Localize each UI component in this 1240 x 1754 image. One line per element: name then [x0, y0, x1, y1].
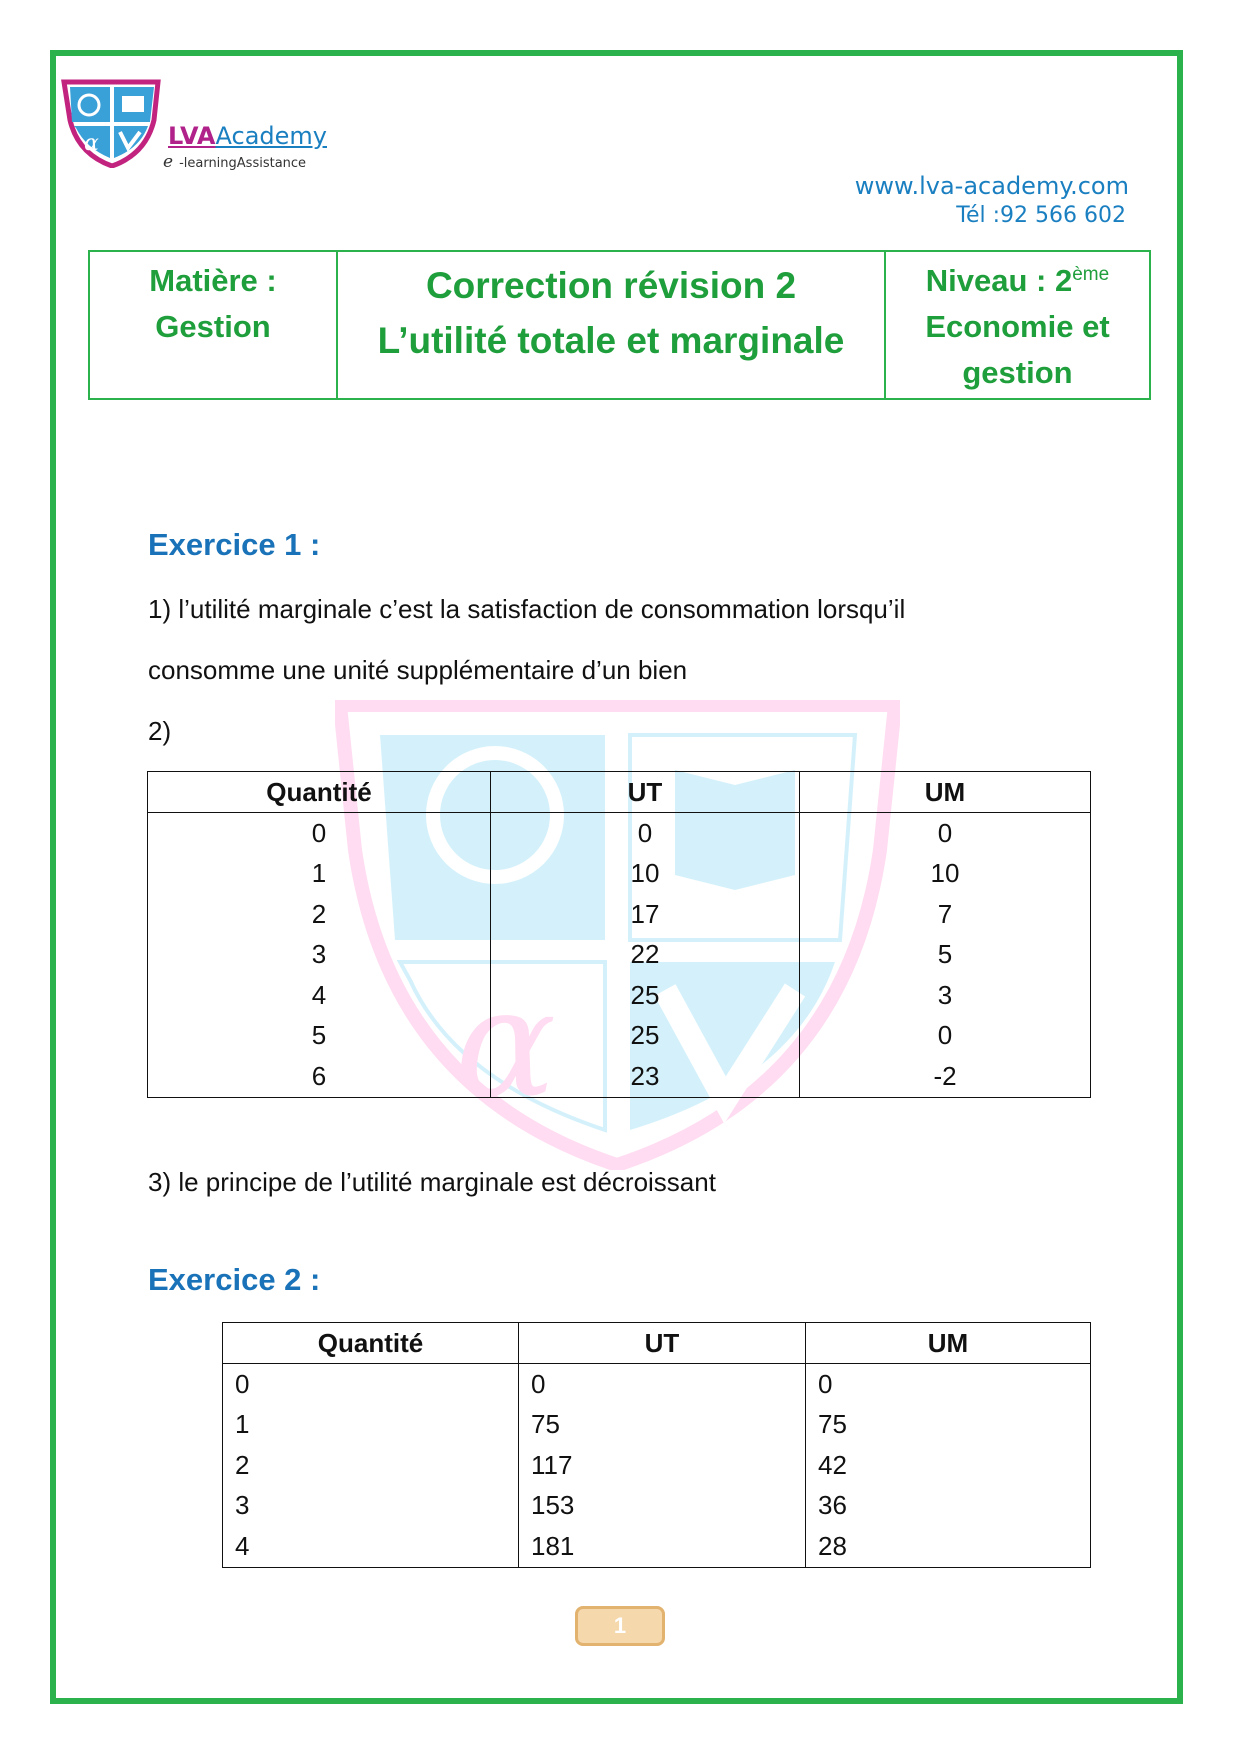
cell-quantity: 3 — [235, 1490, 250, 1521]
cell-ut: 25 — [491, 975, 800, 1016]
title-box — [88, 250, 1151, 400]
lva-shield-logo-icon — [58, 78, 166, 168]
cell-um: 75 — [806, 1405, 1091, 1446]
exercise-1-heading: Exercice 1 : — [148, 527, 321, 562]
subject-cell — [90, 252, 338, 398]
level-line-2: Economie et — [925, 309, 1110, 344]
tagline-e: e — [163, 152, 174, 172]
subject-value: Gestion — [155, 309, 271, 344]
brand-tagline — [163, 152, 306, 172]
table-row — [223, 1445, 1091, 1486]
cell-quantity: 5 — [311, 1020, 327, 1051]
cell-um: 42 — [806, 1445, 1091, 1486]
table-header-row — [223, 1323, 1091, 1364]
cell-ut: 117 — [519, 1445, 806, 1486]
cell-quantity: 0 — [235, 1368, 250, 1399]
column-header-ut: UT — [519, 1323, 806, 1364]
title-line-2: L’utilité totale et marginale — [377, 320, 845, 361]
svg-text:α: α — [84, 131, 99, 156]
cell-um: 0 — [806, 1364, 1091, 1405]
level-sup: ème — [1072, 264, 1110, 285]
cell-um: 0 — [800, 1016, 1091, 1057]
cell-quantity: 6 — [311, 1060, 327, 1091]
exercise-1-q1-line-1: 1) l’utilité marginale c’est la satisfaction de consommation lorsqu’il — [148, 594, 906, 624]
exercise-2-table — [222, 1322, 1091, 1568]
level-label — [886, 258, 1149, 304]
column-header-um: UM — [800, 772, 1091, 813]
cell-quantity: 1 — [311, 858, 327, 889]
cell-quantity: 0 — [311, 817, 327, 848]
table-row — [223, 1486, 1091, 1527]
exercise-1-q1-line-2: consomme une unité supplémentaire d’un bien — [148, 655, 688, 685]
phone-number: Tél :92 566 602 — [956, 203, 1126, 228]
cell-quantity: 4 — [311, 979, 327, 1010]
cell-um: -2 — [800, 1056, 1091, 1097]
table-row — [148, 1056, 1091, 1097]
table-row — [148, 813, 1091, 854]
cell-um: 0 — [800, 813, 1091, 854]
cell-ut: 25 — [491, 1016, 800, 1057]
column-header-um: UM — [806, 1323, 1091, 1364]
table-row — [223, 1526, 1091, 1567]
table-row — [223, 1364, 1091, 1405]
column-header-ut: UT — [491, 772, 800, 813]
table-row — [223, 1405, 1091, 1446]
website-link[interactable]: www.lva-academy.com — [854, 172, 1129, 200]
cell-um: 7 — [800, 894, 1091, 935]
exercise-1-q2: 2) — [148, 716, 172, 746]
table-row — [148, 975, 1091, 1016]
subject-label: Matière : — [149, 263, 277, 298]
exercise-2-heading: Exercice 2 : — [148, 1262, 321, 1297]
table-row — [148, 935, 1091, 976]
cell-ut: 10 — [491, 854, 800, 895]
cell-quantity: 2 — [235, 1449, 250, 1480]
title-cell — [338, 252, 886, 398]
cell-quantity: 2 — [311, 898, 327, 929]
cell-um: 3 — [800, 975, 1091, 1016]
table-row — [148, 1016, 1091, 1057]
level-line-3: gestion — [962, 355, 1073, 390]
svg-text:α: α — [455, 957, 557, 1131]
page-number: 1 — [575, 1606, 665, 1646]
tagline-text: -learningAssistance — [179, 156, 307, 171]
cell-um: 10 — [800, 854, 1091, 895]
cell-quantity: 1 — [235, 1409, 250, 1440]
cell-ut: 181 — [519, 1526, 806, 1567]
cell-quantity: 3 — [311, 939, 327, 970]
exercise-1-table — [147, 771, 1091, 1098]
brand-prefix: LVA — [168, 122, 216, 150]
brand-suffix: Academy — [215, 122, 327, 150]
cell-ut: 75 — [519, 1405, 806, 1446]
table-header-row — [148, 772, 1091, 813]
cell-ut: 17 — [491, 894, 800, 935]
cell-um: 5 — [800, 935, 1091, 976]
cell-ut: 22 — [491, 935, 800, 976]
column-header-quantity: Quantité — [223, 1323, 519, 1364]
cell-ut: 0 — [519, 1364, 806, 1405]
level-label-text: Niveau : 2 — [925, 263, 1073, 298]
level-cell — [886, 252, 1149, 398]
table-row — [148, 894, 1091, 935]
brand-name — [168, 122, 327, 150]
cell-ut: 153 — [519, 1486, 806, 1527]
cell-um: 28 — [806, 1526, 1091, 1567]
column-header-quantity: Quantité — [148, 772, 491, 813]
exercise-1-q3: 3) le principe de l’utilité marginale est décroissant — [148, 1167, 716, 1197]
cell-quantity: 4 — [235, 1530, 250, 1561]
table-row — [148, 854, 1091, 895]
cell-ut: 23 — [491, 1056, 800, 1097]
title-line-1: Correction révision 2 — [425, 265, 797, 306]
cell-um: 36 — [806, 1486, 1091, 1527]
cell-ut: 0 — [491, 813, 800, 854]
